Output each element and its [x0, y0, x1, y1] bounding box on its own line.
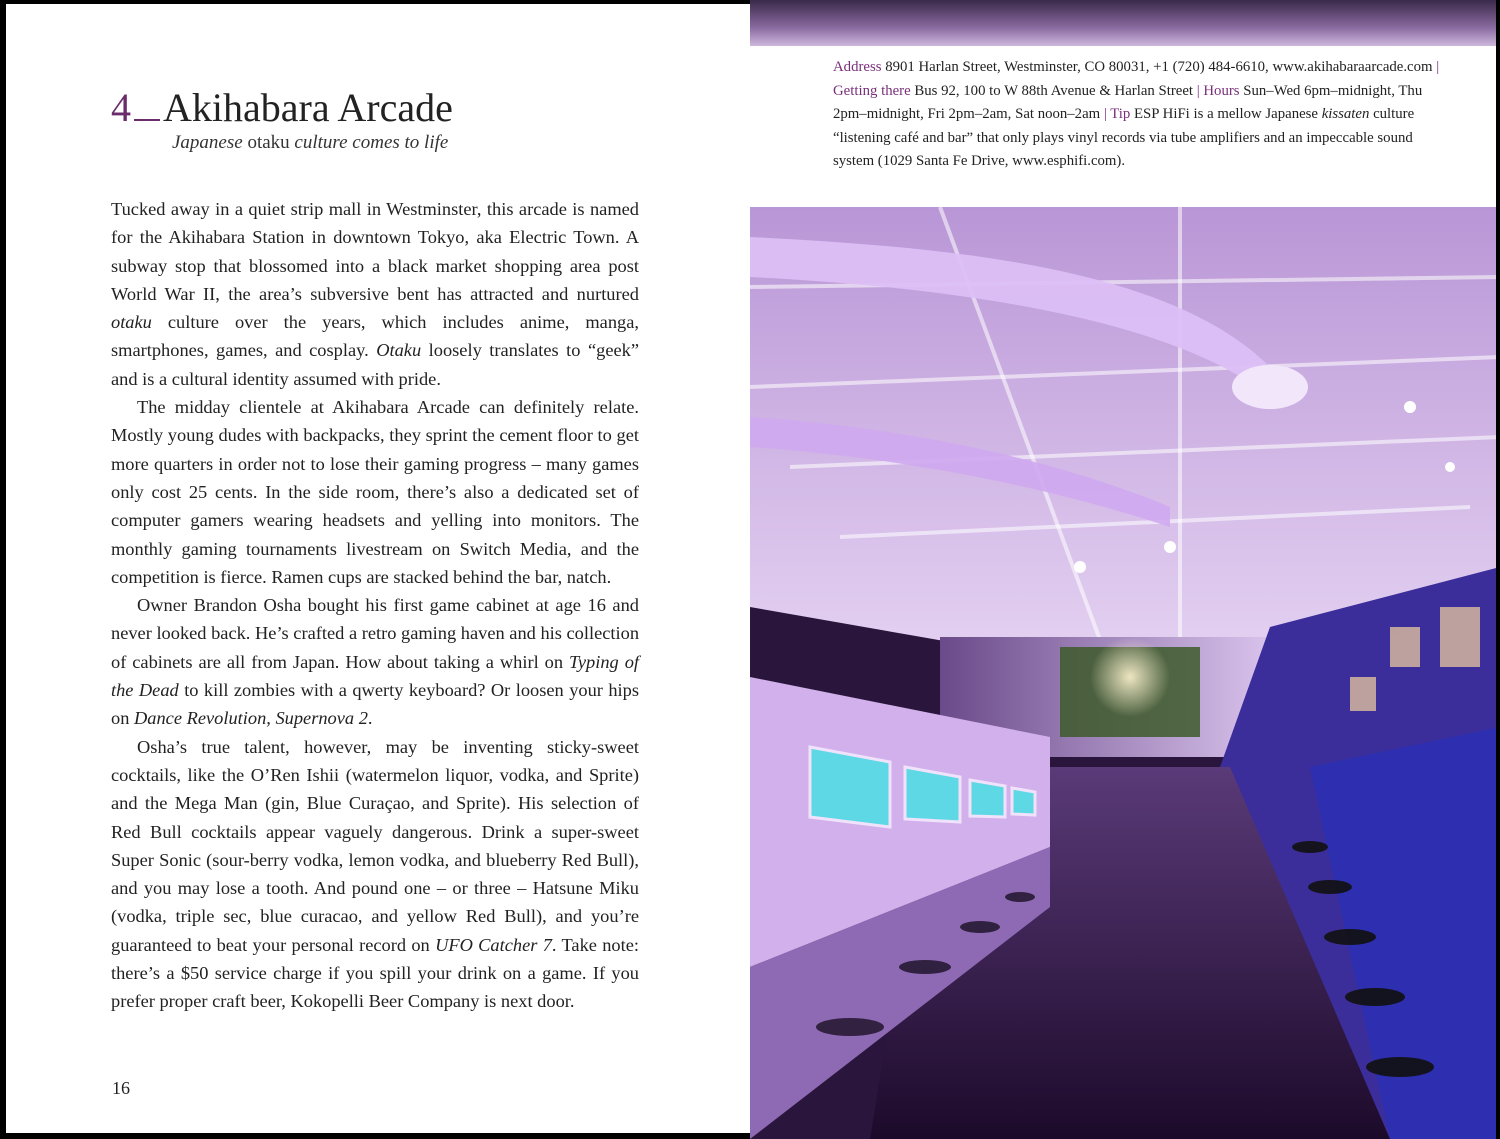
hours-value: Sun–Wed 6pm–midnight, Thu 2pm–midnight, Fri 2pm–2am, Sat noon–2am: [833, 82, 1423, 122]
info-box: [750, 46, 1500, 207]
left-page: [6, 4, 750, 1133]
info-text: Address 8901 Harlan Street, Westminster, CO 80031, +1 (720) 484-6610, www.akihabaraarcade.com | Getting there Bus 92, 100 to W 88th Avenue & Harlan Street | Hours Sun–Wed 6pm–midnight, Thu 2pm–midnight, Fri 2pm–2am, Sat noon–2am | Tip ESP HiFi is a mellow Japanese kissaten culture “listening café and bar” that only plays vinyl records via tube amplifiers and an impeccable sound system (1029 Santa Fe Drive, www.esphifi.com).: [833, 59, 1440, 169]
address-value: 8901 Harlan Street, Westminster, CO 80031, +1 (720) 484-6610, www.akihabaraarcade.com: [881, 59, 1437, 75]
photo-top-strip: [750, 0, 1500, 46]
right-page: [750, 0, 1500, 1139]
paragraph: The midday clientele at Akihabara Arcade can definitely relate. Mostly young dudes with backpacks, they sprint the cement floor to get more quarters in order not to lose their gaming progress – many games only cost 25 cents. In the side room, there’s also a dedicated set of computer gamers wearing headsets and yelling into monitors. The monthly gaming tournaments livestream on Switch Media, and the competition is fierce. Ramen cups are stacked behind the bar, natch.: [111, 397, 639, 587]
getting-there-value: Bus 92, 100 to W 88th Avenue & Harlan Street: [910, 82, 1197, 99]
hours-label: Hours: [1203, 82, 1240, 99]
page-number: 16: [112, 1078, 130, 1098]
title-separator-line: [134, 119, 160, 121]
page-edge: [1496, 0, 1500, 1139]
paragraph: Tucked away in a quiet strip mall in Westminster, this arcade is named for the Akihabara Station in downtown Tokyo, aka Electric Town. A subway stop that blossomed into a black market shopping area post World War II, the area’s subversive bent has attracted and nurtured otaku culture over the years, which includes anime, manga, smartphones, games, and cosplay. Otaku loosely translates to “geek” and is a cultural identity assumed with pride.: [111, 199, 639, 389]
tip-label: Tip: [1110, 106, 1131, 122]
paragraph: Osha’s true talent, however, may be inventing sticky-sweet cocktails, like the O’Ren Ishii (watermelon liquor, vodka, and Sprite) and the Mega Man (gin, Blue Curaçao, and Sprite). His selection of Red Bull cocktails appear vaguely dangerous. Drink a super-sweet Super Sonic (sour-berry vodka, lemon vodka, and blueberry Red Bull), and you may lose a tooth. And pound one – or three – Hatsune Miku (vodka, triple sec, blue curacao, and yellow Red Bull), and you’re guaranteed to beat your personal record on UFO Catcher 7. Take note: there’s a $50 service charge if you spill your drink on a game. If you prefer proper craft beer, Kokopelli Beer Company is next door.: [111, 736, 640, 1012]
arcade-interior-photo: [750, 207, 1500, 1139]
entry-number: 4: [111, 85, 131, 130]
address-label: Address: [833, 59, 882, 75]
paragraph: Owner Brandon Osha bought his first game cabinet at age 16 and never looked back. He’s crafted a retro gaming haven and his collection of cabinets are all from Japan. How about taking a whirl on Typing of the Dead to kill zombies with a qwerty keyboard? Or loosen your hips on Dance Revolution, Supernova 2.: [111, 595, 640, 729]
getting-there-label: Getting there: [833, 82, 911, 99]
body-text: [111, 195, 639, 1016]
entry-title: [111, 84, 453, 131]
entry-subtitle: Japanese otaku culture comes to life: [172, 132, 449, 153]
entry-title-text: Akihabara Arcade: [163, 85, 453, 130]
